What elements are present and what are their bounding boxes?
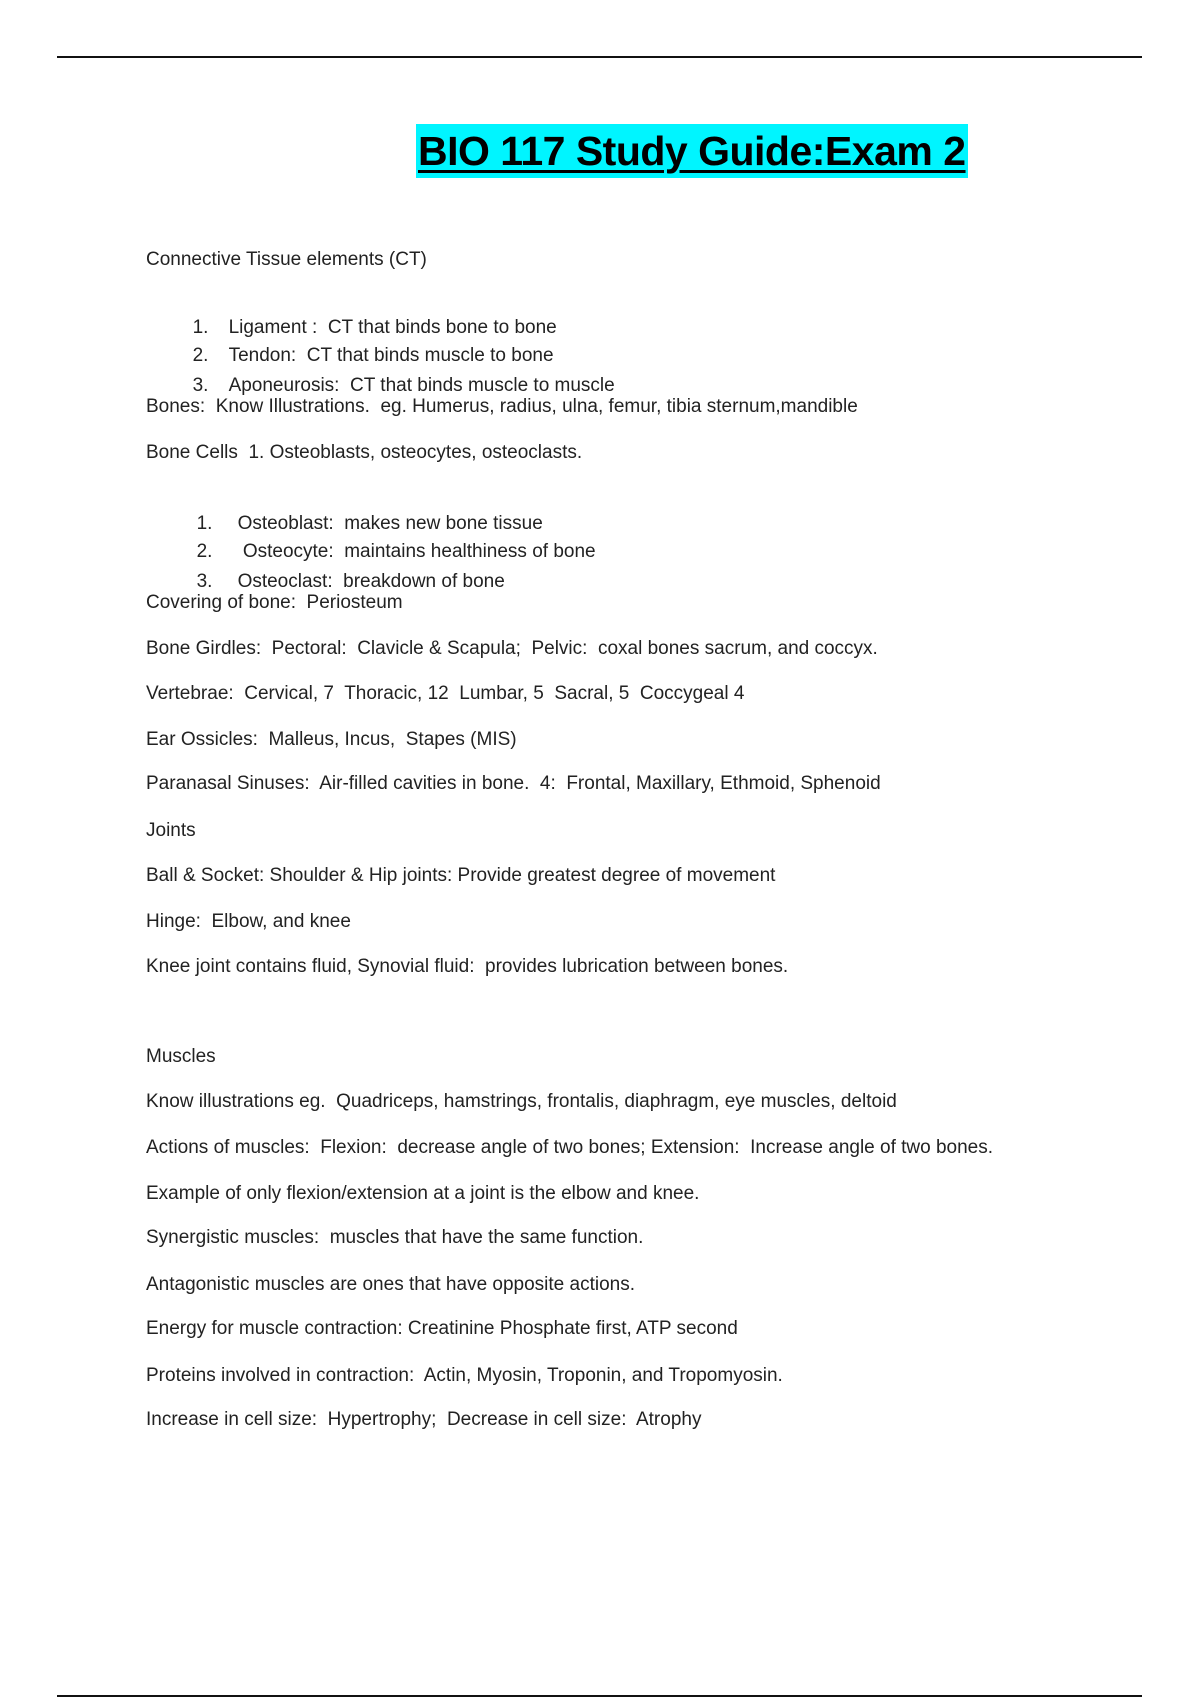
girdles-line: Bone Girdles: Pectoral: Clavicle & Scapula; Pelvic: coxal bones sacrum, and coccyx. (146, 638, 878, 659)
ball-socket-line: Ball & Socket: Shoulder & Hip joints: Provide greatest degree of movement (146, 865, 776, 886)
page-title: BIO 117 Study Guide:Exam 2 (416, 124, 968, 178)
ossicles-line: Ear Ossicles: Malleus, Incus, Stapes (MIS) (146, 729, 517, 750)
list-text: Ligament : CT that binds bone to bone (228, 317, 557, 338)
title-container (416, 124, 968, 178)
list-number: 3. (196, 571, 213, 592)
list-text: Osteoclast: breakdown of bone (237, 571, 505, 592)
list-text: Aponeurosis: CT that binds muscle to muscle (228, 375, 615, 396)
list-number: 1. (192, 317, 209, 338)
energy-line: Energy for muscle contraction: Creatinine Phosphate first, ATP second (146, 1318, 738, 1339)
bottom-rule (57, 1695, 1142, 1697)
list-text: Tendon: CT that binds muscle to bone (228, 345, 554, 366)
cell-size-line: Increase in cell size: Hypertrophy; Decrease in cell size: Atrophy (146, 1409, 702, 1430)
ct-heading: Connective Tissue elements (CT) (146, 249, 427, 270)
covering-line: Covering of bone: Periosteum (146, 592, 403, 613)
vertebrae-line: Vertebrae: Cervical, 7 Thoracic, 12 Lumbar, 5 Sacral, 5 Coccygeal 4 (146, 683, 745, 704)
sinuses-line: Paranasal Sinuses: Air-filled cavities in bone. 4: Frontal, Maxillary, Ethmoid, Sphenoid (146, 773, 881, 794)
knee-line: Knee joint contains fluid, Synovial fluid: provides lubrication between bones. (146, 956, 789, 977)
antagonistic-line: Antagonistic muscles are ones that have opposite actions. (146, 1274, 636, 1295)
list-item (186, 546, 505, 594)
list-number: 2. (192, 345, 209, 366)
muscles-heading: Muscles (146, 1046, 216, 1067)
synergistic-line: Synergistic muscles: muscles that have the same function. (146, 1227, 644, 1248)
list-number: 1. (196, 513, 213, 534)
muscle-illustrations-line: Know illustrations eg. Quadriceps, hamstrings, frontalis, diaphragm, eye muscles, deltoid (146, 1091, 897, 1112)
hinge-line: Hinge: Elbow, and knee (146, 911, 351, 932)
list-number: 3. (192, 375, 209, 396)
flex-example-line: Example of only flexion/extension at a joint is the elbow and knee. (146, 1183, 700, 1204)
list-item (182, 350, 615, 398)
list-text: Osteoblast: makes new bone tissue (237, 513, 543, 534)
top-rule (57, 56, 1142, 58)
joints-heading: Joints (146, 820, 196, 841)
bone-cells-heading: Bone Cells 1. Osteoblasts, osteocytes, osteoclasts. (146, 442, 583, 463)
list-text: Osteocyte: maintains healthiness of bone (237, 541, 596, 562)
list-number: 2. (196, 541, 213, 562)
bones-line: Bones: Know Illustrations. eg. Humerus, radius, ulna, femur, tibia sternum,mandible (146, 396, 858, 417)
actions-line: Actions of muscles: Flexion: decrease angle of two bones; Extension: Increase angle of two bones. (146, 1137, 994, 1158)
proteins-line: Proteins involved in contraction: Actin, Myosin, Troponin, and Tropomyosin. (146, 1365, 783, 1386)
